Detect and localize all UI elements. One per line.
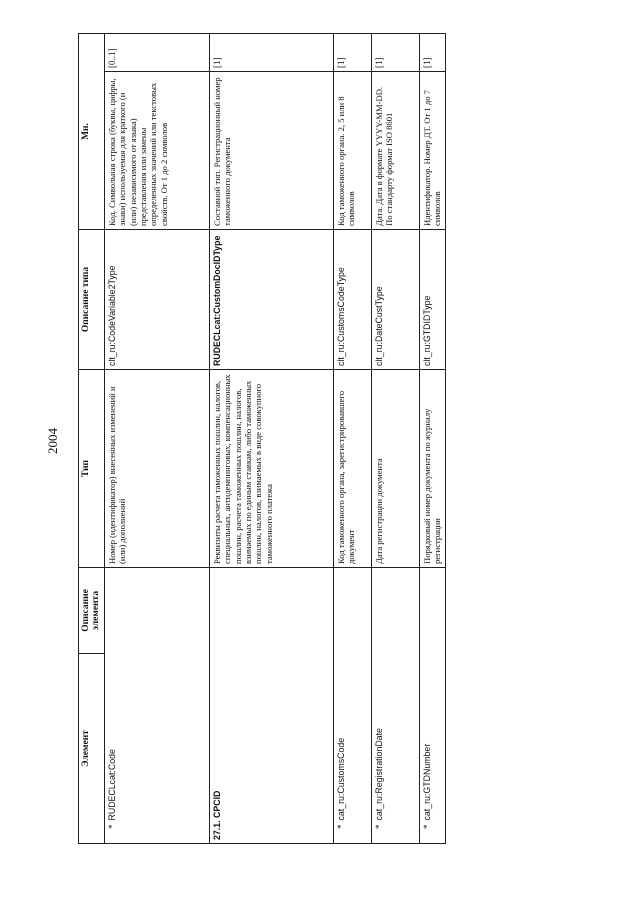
- header-type: Тип: [79, 370, 105, 568]
- type-cell: clt_ru:DateCustType: [371, 230, 419, 370]
- required-marker: *: [421, 824, 432, 829]
- description-cell: Порядковый номер документа по журналу регистрации: [419, 370, 445, 568]
- element-table: [78, 33, 446, 844]
- table-row: [104, 33, 209, 843]
- header-element-description: Описание элемента: [79, 568, 105, 654]
- table-row: [371, 33, 419, 843]
- table-row: [333, 33, 371, 843]
- required-marker: *: [335, 824, 346, 829]
- page-number: 2004: [45, 428, 60, 454]
- type-cell: RUDECLcat:CustomDocIDType: [209, 230, 333, 370]
- multiplicity-cell: [1]: [333, 33, 371, 71]
- multiplicity-cell: [1]: [371, 33, 419, 71]
- element-cell: [419, 568, 445, 844]
- header-type-description: Описание типа: [79, 230, 105, 370]
- header-multiplicity: Мн.: [79, 33, 105, 229]
- element-name: 27.1. CPCID: [211, 790, 222, 840]
- required-marker: *: [373, 824, 384, 829]
- type-description-cell: Дата. Дата в формате YYYY-MM-DD. По стандарту формат ISO 8601: [371, 72, 419, 230]
- type-cell: clt_ru:CustomsCodeType: [333, 230, 371, 370]
- description-cell: Дата регистрации документа: [371, 370, 419, 568]
- description-cell: Номер (идентификатор) внесенных изменений и (или) дополнений: [104, 370, 209, 568]
- element-name: cat_ru:RegistrationDate: [373, 728, 384, 821]
- element-name: cat_ru:GTDNumber: [421, 743, 432, 821]
- multiplicity-cell: [0..1]: [104, 33, 209, 71]
- table-header-row: [79, 33, 105, 843]
- type-cell: clt_ru:GTDIDType: [419, 230, 445, 370]
- type-description-cell: Идентификатор. Номер ДТ. От 1 до 7 символов: [419, 72, 445, 230]
- header-element: Элемент: [79, 654, 105, 844]
- type-description-cell: Составной тип. Регистрационный номер таможенного документа: [209, 72, 333, 230]
- multiplicity-cell: [1]: [419, 33, 445, 71]
- element-name: cat_ru:CustomsCode: [335, 737, 346, 821]
- rotated-table-container: [78, 34, 474, 844]
- multiplicity-cell: [1]: [209, 33, 333, 71]
- element-cell: [104, 568, 209, 844]
- element-cell: [371, 568, 419, 844]
- required-marker: *: [106, 824, 117, 829]
- type-description-cell: Код таможенного органа. 2, 5 или 8 символов: [333, 72, 371, 230]
- table-row: [419, 33, 445, 843]
- element-name: RUDECLcat:Code: [106, 749, 117, 821]
- element-cell: [209, 568, 333, 844]
- type-description-cell: Код. Символьная строка (буквы, цифры, знаки) используемая для краткого (и (или) независимого от языка) представления или замены определенных значений или текстовых свойств. От 1 до 2 символов: [104, 72, 209, 230]
- description-cell: Код таможенного органа, зарегистрировавшего документ: [333, 370, 371, 568]
- element-cell: [333, 568, 371, 844]
- table-row: [209, 33, 333, 843]
- type-cell: clt_ru:CodeVariable2Type: [104, 230, 209, 370]
- description-cell: Реквизиты расчета таможенных пошлин, налогов, специальных, антидемпинговых, компенсационных пошлин, расчета таможенных пошлин, налогов, взимаемых по единым ставкам, либо таможенных пошлин, налогов, взимаемых в виде совокупного таможенного платежа: [209, 370, 333, 568]
